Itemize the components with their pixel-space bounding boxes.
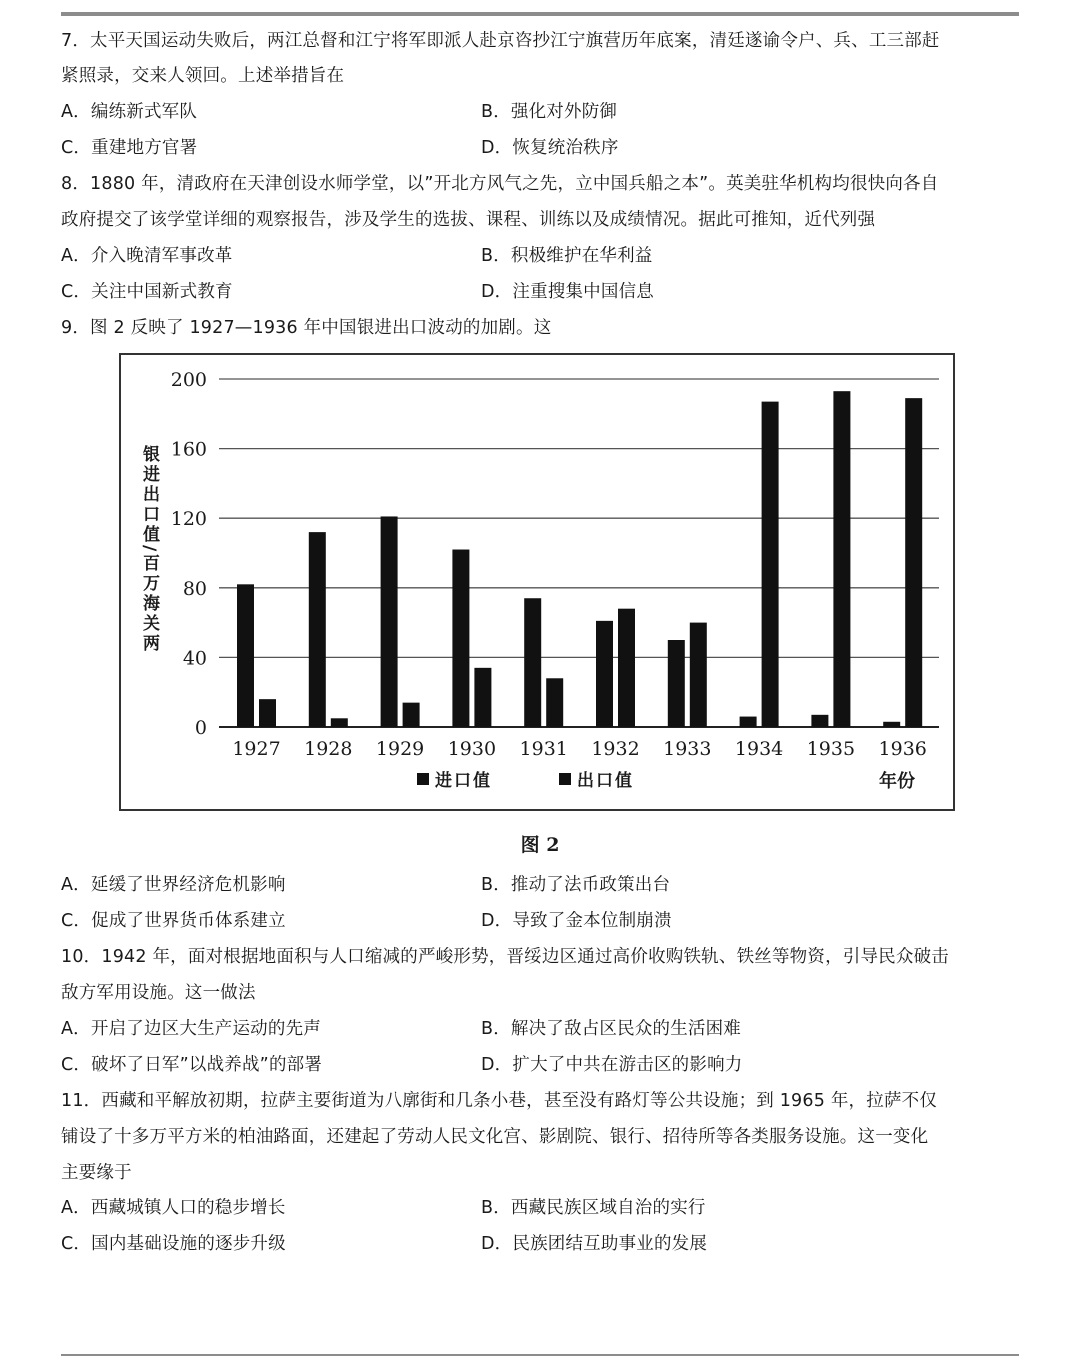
q7-option-a[interactable]: A．编练新式军队: [61, 102, 198, 122]
q10-stem-line1: 10．1942 年，面对根据地面积与人口缩减的严峻形势，晋绥边区通过高价收购铁轨、铁丝等物资，引导民众破击: [61, 947, 949, 967]
q9-option-a[interactable]: A．延缓了世界经济危机影响: [61, 875, 286, 895]
bar-import-1936: [883, 722, 900, 727]
bar-export-1927: [259, 699, 276, 727]
y-tick-200: 200: [170, 369, 207, 391]
q9-option-d[interactable]: D．导致了金本位制崩溃: [481, 911, 672, 931]
q10-option-a[interactable]: A．开启了边区大生产运动的先声: [61, 1019, 321, 1039]
bar-import-1931: [524, 598, 541, 727]
x-tick-1934: 1934: [734, 738, 784, 760]
q11-stem-line1: 11．西藏和平解放初期，拉萨主要街道为八廓街和几条小巷，甚至没有路灯等公共设施；到 1965 年，拉萨不仅: [61, 1091, 938, 1111]
x-tick-1933: 1933: [663, 738, 712, 760]
q11-stem-line2: 铺设了十多万平方米的柏油路面，还建起了劳动人民文化宫、影剧院、银行、招待所等各类服务设施。这一变化: [61, 1127, 929, 1147]
bar-import-1927: [237, 584, 254, 727]
bar-export-1930: [474, 668, 491, 727]
bar-export-1928: [331, 718, 348, 727]
y-tick-0: 0: [194, 717, 207, 739]
figure-caption: 图 2: [520, 834, 560, 856]
bar-export-1936: [905, 398, 922, 727]
q7-stem-line1: 7．太平天国运动失败后，两江总督和江宁将军即派人赴京咨抄江宁旗营历年底案，清廷遂谕令户、兵、工三部赶: [61, 31, 940, 51]
q9-option-b[interactable]: B．推动了法币政策出台: [481, 875, 671, 895]
q10-stem-line2: 敌方军用设施。这一做法: [61, 983, 256, 1003]
q9-stem-line1: 9．图 2 反映了 1927—1936 年中国银进出口波动的加剧。这: [61, 318, 552, 338]
bar-export-1929: [403, 703, 420, 727]
x-tick-1928: 1928: [304, 738, 353, 760]
bar-import-1933: [668, 640, 685, 727]
q10-option-c[interactable]: C．破坏了日军”以战养战”的部署: [61, 1055, 323, 1075]
q11-option-c[interactable]: C．国内基础设施的逐步升级: [61, 1234, 286, 1254]
q7-option-d[interactable]: D．恢复统治秩序: [481, 138, 619, 158]
q8-option-b[interactable]: B．积极维护在华利益: [481, 246, 653, 266]
x-tick-1927: 1927: [232, 738, 281, 760]
y-tick-120: 120: [170, 508, 207, 531]
x-tick-1935: 1935: [806, 738, 856, 760]
y-axis-label: 银进出口值/百万海关两: [139, 445, 159, 655]
q7-option-c[interactable]: C．重建地方官署: [61, 138, 198, 158]
bar-import-1932: [596, 621, 613, 727]
x-tick-1931: 1931: [519, 738, 568, 760]
q8-option-d[interactable]: D．注重搜集中国信息: [481, 282, 654, 302]
legend-label-export: 出口值: [577, 771, 634, 791]
x-tick-1930: 1930: [447, 738, 497, 760]
x-tick-1932: 1932: [591, 738, 640, 760]
q11-stem-line3: 主要缘于: [61, 1163, 132, 1183]
bar-export-1934: [762, 402, 779, 727]
bar-export-1931: [546, 678, 563, 727]
q9-option-c[interactable]: C．促成了世界货币体系建立: [61, 911, 286, 931]
x-tick-1936: 1936: [878, 738, 927, 760]
chart-svg: [119, 353, 955, 811]
y-tick-40: 40: [182, 647, 207, 670]
legend-label-import: 进口值: [435, 771, 492, 791]
bar-import-1929: [381, 516, 398, 727]
bottom-rule: [61, 1354, 1019, 1356]
q8-option-c[interactable]: C．关注中国新式教育: [61, 282, 233, 302]
silver-trade-chart: [119, 353, 955, 811]
q7-stem-line2: 紧照录，交来人领回。上述举措旨在: [61, 66, 345, 86]
q7-option-b[interactable]: B．强化对外防御: [481, 102, 618, 122]
q10-option-d[interactable]: D．扩大了中共在游击区的影响力: [481, 1055, 743, 1075]
x-tick-1929: 1929: [375, 738, 425, 760]
q8-stem-line2: 政府提交了该学堂详细的观察报告，涉及学生的选拔、课程、训练以及成绩情况。据此可推知，近代列强: [61, 210, 876, 230]
q8-option-a[interactable]: A．介入晚清军事改革: [61, 246, 233, 266]
y-tick-80: 80: [182, 577, 207, 600]
bar-import-1928: [309, 532, 326, 727]
bar-import-1930: [452, 550, 469, 727]
top-rule: [61, 12, 1019, 16]
x-axis-label: 年份: [879, 771, 915, 792]
legend-swatch-import: [417, 773, 429, 785]
bar-import-1935: [811, 715, 828, 727]
bar-export-1935: [833, 391, 850, 727]
legend-swatch-export: [559, 773, 571, 785]
q11-option-d[interactable]: D．民族团结互助事业的发展: [481, 1234, 708, 1254]
q11-option-b[interactable]: B．西藏民族区域自治的实行: [481, 1198, 706, 1218]
q11-option-a[interactable]: A．西藏城镇人口的稳步增长: [61, 1198, 286, 1218]
q8-stem-line1: 8．1880 年，清政府在天津创设水师学堂，以”开北方风气之先，立中国兵船之本”。英美驻华机构均很快向各自: [61, 174, 939, 194]
q10-option-b[interactable]: B．解决了敌占区民众的生活困难: [481, 1019, 742, 1039]
y-tick-160: 160: [170, 438, 207, 461]
bar-export-1932: [618, 609, 635, 727]
bar-import-1934: [740, 717, 757, 727]
bar-export-1933: [690, 623, 707, 727]
